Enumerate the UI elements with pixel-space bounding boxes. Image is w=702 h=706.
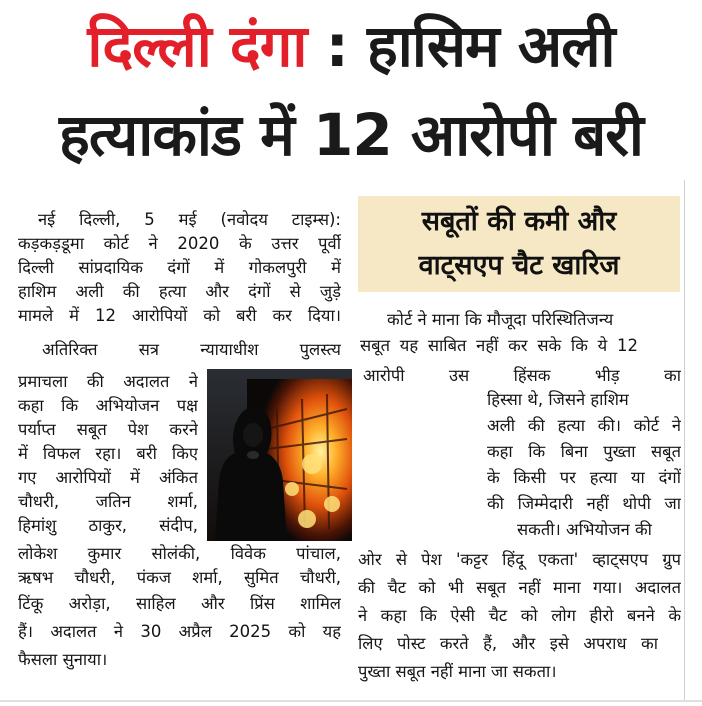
left-text-line: अतिरिक्त सत्र न्यायाधीश पुलस्त्य <box>42 340 341 359</box>
right-text-line: ओर से पेश 'कट्टर हिंदू एकता' व्हाट्सएप ग्रुप <box>358 550 681 569</box>
left-text-line: में विफल रहा। बरी किए <box>18 444 198 463</box>
right-text-line: हिस्सा थे, जिसने हाशिम <box>487 390 629 409</box>
right-text-line: कहा कि बिना पुख्ता सबूत <box>487 442 681 461</box>
left-text-line: लोकेश कुमार सोलंकी, विवेक पांचाल, <box>18 544 341 563</box>
bottom-rule <box>0 700 702 702</box>
right-text-line: लिए पोस्ट करते हैं, और इसे अपराध का <box>358 634 658 653</box>
headline-red-part: दिल्ली दंगा <box>87 12 307 80</box>
left-text-line: टिंकू अरोड़ा, साहिल और प्रिंस शामिल <box>18 594 341 613</box>
left-text-line: हाशिम अली की हत्या और दंगों से जुड़े <box>18 282 341 301</box>
column-divider <box>684 180 685 700</box>
right-text-line: पुख्ता सबूत नहीं माना जा सकता। <box>358 662 557 681</box>
right-text-line: की जिम्मेदारी नहीं थोपी जा <box>487 494 681 513</box>
left-text-line: पर्याप्त सबूत पेश करने <box>18 420 198 439</box>
left-text-line: हैं। अदालत ने 30 अप्रैल 2025 को यह <box>18 622 341 641</box>
headline-line-1 <box>0 4 702 88</box>
hooded-figure-fire-image <box>207 369 352 541</box>
subheadline-line-1: सबूतों की कमी और <box>421 206 617 237</box>
right-text-line: के किसी पर हत्या या दंगों <box>487 468 681 487</box>
subheadline-box <box>358 196 680 292</box>
left-text-line: फैसला सुनाया। <box>18 650 108 669</box>
article-photo <box>207 369 352 541</box>
left-text-line: चौधरी, जतिन शर्मा, <box>18 492 198 511</box>
right-text-line: ने कहा कि ऐसी चैट को लोग हीरो बनने के <box>358 606 681 625</box>
subheadline-line-2: वाट्सएप चैट खारिज <box>418 250 620 281</box>
left-text-line: हिमांशु ठाकुर, संदीप, <box>18 516 198 535</box>
left-text-line: कहा कि अभियोजन पक्ष <box>18 396 198 415</box>
left-text-line: कड़कड़डूमा कोर्ट ने 2020 के उत्तर पूर्वी <box>18 234 341 253</box>
left-text-line: दिल्ली सांप्रदायिक दंगों में गोकलपुरी में <box>18 258 341 277</box>
right-text-line: आरोपी उस हिंसक भीड़ का <box>363 366 681 385</box>
right-text-line: अली की हत्या की। कोर्ट ने <box>487 416 681 435</box>
right-text-line: कोर्ट ने माना कि मौजूदा परिस्थितिजन्य <box>387 310 614 329</box>
right-text-line: की चैट को भी सबूत नहीं माना गया। अदालत <box>358 578 681 597</box>
right-text-line: सबूत यह साबित नहीं कर सके कि ये 12 <box>360 336 638 355</box>
left-text-line: ऋषभ चौधरी, पंकज शर्मा, सुमित चौधरी, <box>18 568 341 587</box>
right-text-line: सकती। अभियोजन की <box>517 520 652 539</box>
left-text-line: गए आरोपियों में अंकित <box>18 468 198 487</box>
left-text-line: मामले में 12 आरोपियों को बरी कर दिया। <box>18 306 341 325</box>
headline-black-part: : हासिम अली <box>325 12 615 80</box>
headline-line-2: हत्याकांड में 12 आरोपी बरी <box>59 101 643 169</box>
left-text-line: नई दिल्ली, 5 मई (नवोदय टाइम्स): <box>38 210 341 229</box>
left-text-line: प्रमाचला की अदालत ने <box>18 372 198 391</box>
